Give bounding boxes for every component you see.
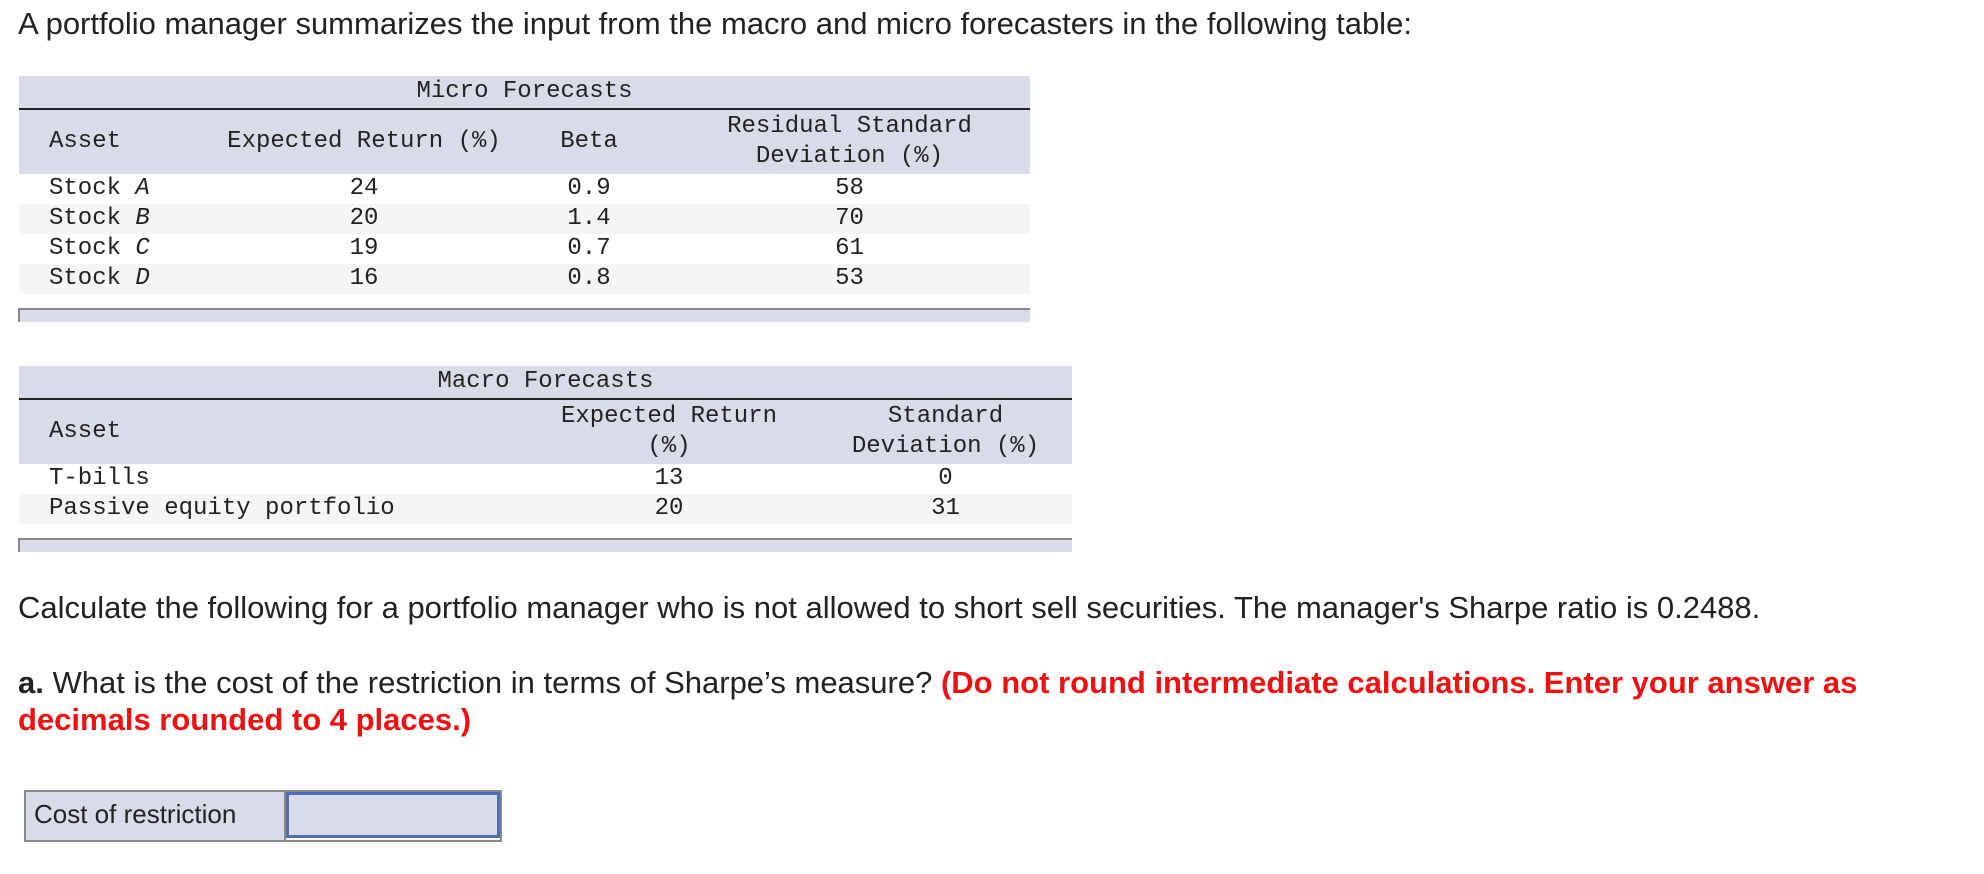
sd-cell: 0 [938, 465, 953, 492]
asset-cell: T-bills [49, 465, 150, 492]
question-text: Calculate the following for a portfolio manager who is not allowed to short sell securities. The manager's Sharpe ratio is 0.2488. [18, 590, 1761, 625]
table-row [19, 234, 1030, 264]
micro-header-residual-sd-line1: Residual Standard [727, 113, 972, 140]
asset-cell: Stock A [49, 175, 150, 202]
macro-header-expected-return-line1: Expected Return [560, 403, 778, 430]
micro-header-row [19, 109, 1030, 174]
table-row [19, 174, 1030, 204]
macro-header-expected-return [519, 399, 819, 464]
macro-header-sd-line2: Deviation (%) [851, 433, 1040, 460]
residual-sd-cell: 58 [835, 175, 864, 202]
answer-row [24, 790, 502, 842]
part-a-label: a. [18, 665, 44, 700]
beta-cell: 0.9 [567, 175, 611, 202]
sd-cell: 31 [819, 494, 1072, 524]
table-row [19, 264, 1030, 294]
micro-caption: Micro Forecasts [19, 76, 1030, 109]
asset-cell: Stock C [49, 235, 150, 262]
micro-forecasts-table [18, 76, 1030, 322]
micro-header-residual-sd-line2: Deviation (%) [755, 143, 944, 170]
macro-header-sd [819, 399, 1072, 464]
table-row [19, 204, 1030, 234]
residual-sd-cell: 61 [835, 235, 864, 262]
micro-header-expected-return: Expected Return (%) [219, 109, 509, 174]
part-a-text: What is the cost of the restriction in terms of Sharpe’s measure? [43, 665, 941, 700]
table-row [19, 494, 1072, 524]
part-a-question [18, 664, 1938, 738]
micro-header-asset: Asset [19, 109, 219, 174]
macro-caption: Macro Forecasts [19, 366, 1072, 399]
micro-table-footer [19, 309, 1030, 322]
expected-return-cell: 16 [219, 264, 509, 294]
expected-return-cell: 19 [349, 235, 379, 262]
asset-cell: Passive equity portfolio [19, 494, 519, 524]
expected-return-cell: 20 [519, 494, 819, 524]
intro-text: A portfolio manager summarizes the input from the macro and micro forecasters in the following table: [18, 6, 1412, 41]
beta-cell: 0.8 [509, 264, 669, 294]
macro-header-asset: Asset [19, 399, 519, 464]
macro-forecasts-table [18, 366, 1072, 552]
macro-header-row [19, 399, 1072, 464]
beta-cell: 1.4 [509, 204, 669, 234]
micro-header-residual-sd [669, 109, 1030, 174]
macro-table-footer [19, 539, 1072, 552]
expected-return-cell: 24 [349, 175, 379, 202]
expected-return-cell: 20 [219, 204, 509, 234]
asset-cell: Stock B [19, 204, 219, 234]
answer-label: Cost of restriction [26, 792, 286, 840]
residual-sd-cell: 70 [669, 204, 1030, 234]
asset-cell: Stock D [19, 264, 219, 294]
table-row [19, 464, 1072, 494]
beta-cell: 0.7 [567, 235, 611, 262]
macro-header-expected-return-line2: (%) [647, 433, 691, 460]
residual-sd-cell: 53 [669, 264, 1030, 294]
micro-header-beta: Beta [509, 109, 669, 174]
cost-of-restriction-input[interactable] [286, 792, 500, 838]
part-a-instruction: (Do not round intermediate calculations. Enter your answer as decimals rounded to 4 places.) [18, 665, 1858, 737]
expected-return-cell: 13 [654, 465, 684, 492]
macro-header-sd-line1: Standard [887, 403, 1004, 430]
